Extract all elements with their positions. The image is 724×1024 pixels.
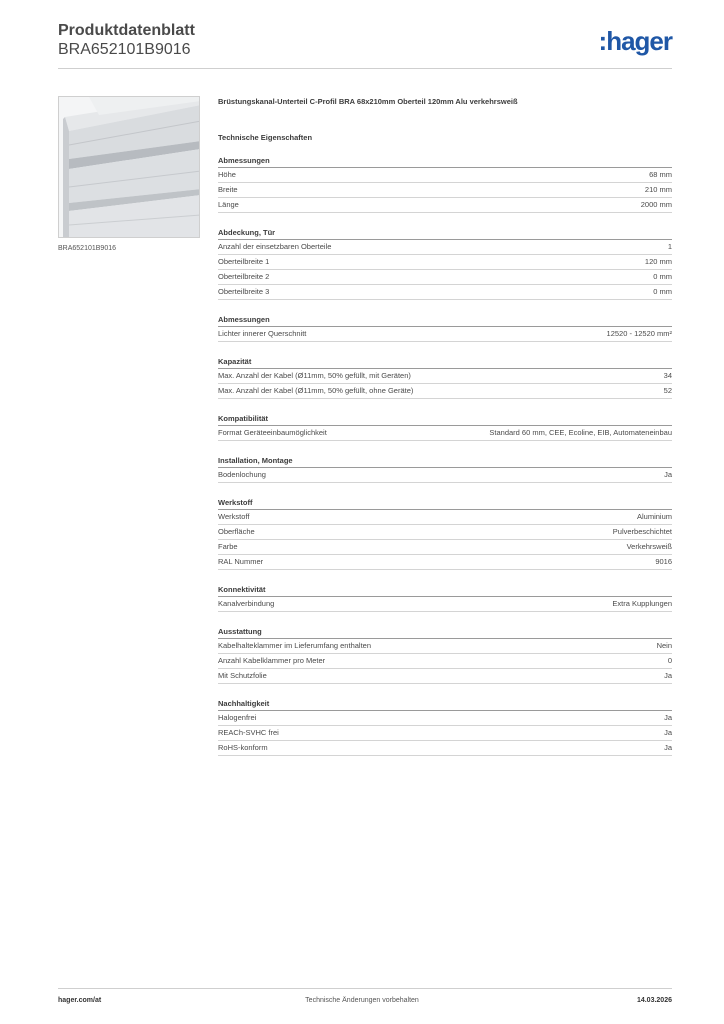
property-label: Halogenfrei <box>218 713 257 722</box>
property-row <box>218 711 672 726</box>
property-value: Ja <box>664 470 672 479</box>
property-label: Anzahl der einsetzbaren Oberteile <box>218 242 332 251</box>
footer-date: 14.03.2026 <box>636 997 672 1004</box>
property-value: Ja <box>664 743 672 752</box>
property-row <box>218 639 672 654</box>
property-section <box>218 412 672 441</box>
product-description: Brüstungskanal-Unterteil C-Profil BRA 68x210mm Oberteil 120mm Alu verkehrsweiß <box>218 97 518 106</box>
property-row <box>218 726 672 741</box>
property-label: RAL Nummer <box>218 557 264 566</box>
section-title: Abdeckung, Tür <box>218 226 672 240</box>
property-section <box>218 355 672 399</box>
property-row <box>218 270 672 285</box>
property-value: 12520 - 12520 mm² <box>606 329 672 338</box>
property-section <box>218 154 672 213</box>
property-row <box>218 654 672 669</box>
section-title: Kompatibilität <box>218 412 672 426</box>
property-value: 52 <box>663 386 672 395</box>
property-row <box>218 597 672 612</box>
property-label: Max. Anzahl der Kabel (Ø11mm, 50% gefüllt, mit Geräten) <box>218 371 411 380</box>
product-code: BRA652101B9016 <box>58 41 191 58</box>
property-row <box>218 555 672 570</box>
property-label: Max. Anzahl der Kabel (Ø11mm, 50% gefüllt, ohne Geräte) <box>218 386 414 395</box>
property-row <box>218 669 672 684</box>
property-section <box>218 625 672 684</box>
property-value: Ja <box>664 728 672 737</box>
property-section <box>218 226 672 300</box>
property-row <box>218 183 672 198</box>
property-label: Anzahl Kabelklammer pro Meter <box>218 656 326 665</box>
property-sections <box>218 154 672 756</box>
section-title: Abmessungen <box>218 154 672 168</box>
property-value: 1 <box>667 242 672 251</box>
property-value: Ja <box>664 713 672 722</box>
property-value: Aluminium <box>636 512 672 521</box>
property-value: Standard 60 mm, CEE, Ecoline, EIB, Automateneinbau <box>489 428 672 437</box>
property-value: Verkehrsweiß <box>626 542 672 551</box>
property-value: 120 mm <box>644 257 672 266</box>
property-label: Höhe <box>218 170 236 179</box>
property-label: Mit Schutzfolie <box>218 671 267 680</box>
property-row <box>218 168 672 183</box>
section-title: Abmessungen <box>218 313 672 327</box>
footer-disclaimer: Technische Änderungen vorbehalten <box>305 997 419 1004</box>
property-row <box>218 255 672 270</box>
section-title: Kapazität <box>218 355 672 369</box>
property-row <box>218 240 672 255</box>
property-row <box>218 525 672 540</box>
section-title: Installation, Montage <box>218 454 672 468</box>
property-label: Länge <box>218 200 239 209</box>
section-title: Konnektivität <box>218 583 672 597</box>
property-value: 0 mm <box>653 272 672 281</box>
property-value: Nein <box>656 641 672 650</box>
property-row <box>218 285 672 300</box>
footer-website[interactable]: hager.com/at <box>58 997 102 1004</box>
property-value: 210 mm <box>644 185 672 194</box>
product-image <box>58 96 200 238</box>
header-divider <box>58 68 672 69</box>
property-value: 9016 <box>655 557 672 566</box>
property-value: 0 mm <box>653 287 672 296</box>
section-title: Werkstoff <box>218 496 672 510</box>
property-row <box>218 327 672 342</box>
property-row <box>218 384 672 399</box>
section-title: Nachhaltigkeit <box>218 697 672 711</box>
property-label: Kanalverbindung <box>218 599 275 608</box>
property-section <box>218 454 672 483</box>
property-section <box>218 496 672 570</box>
property-label: Farbe <box>218 542 238 551</box>
property-label: Lichter innerer Querschnitt <box>218 329 307 338</box>
page-title: Produktdatenblatt <box>58 22 195 39</box>
image-caption: BRA652101B9016 <box>58 245 116 252</box>
property-value: Ja <box>664 671 672 680</box>
property-value: Extra Kupplungen <box>612 599 672 608</box>
property-label: Oberfläche <box>218 527 255 536</box>
property-label: RoHS-konform <box>218 743 268 752</box>
property-label: Oberteilbreite 1 <box>218 257 270 266</box>
property-row <box>218 198 672 213</box>
property-row <box>218 510 672 525</box>
property-label: Kabelhalteklammer im Lieferumfang enthalten <box>218 641 371 650</box>
property-row <box>218 369 672 384</box>
property-value: 68 mm <box>649 170 672 179</box>
hager-logo: :hager <box>598 26 672 56</box>
property-value: 34 <box>663 371 672 380</box>
property-label: REACh-SVHC frei <box>218 728 279 737</box>
property-label: Format Geräteeinbaumöglichkeit <box>218 428 327 437</box>
property-value: 2000 mm <box>640 200 672 209</box>
property-section <box>218 313 672 342</box>
page-header <box>58 22 195 59</box>
main-content <box>218 96 672 756</box>
cable-duct-illustration <box>59 97 200 238</box>
property-value: Pulverbeschichtet <box>612 527 672 536</box>
property-label: Oberteilbreite 3 <box>218 287 270 296</box>
property-section <box>218 697 672 756</box>
section-title: Ausstattung <box>218 625 672 639</box>
property-row <box>218 426 672 441</box>
property-row <box>218 540 672 555</box>
property-label: Oberteilbreite 2 <box>218 272 270 281</box>
property-row <box>218 741 672 756</box>
technical-properties-title: Technische Eigenschaften <box>218 133 313 142</box>
property-label: Bodenlochung <box>218 470 266 479</box>
property-label: Werkstoff <box>218 512 250 521</box>
property-value: 0 <box>667 656 672 665</box>
property-label: Breite <box>218 185 238 194</box>
property-row <box>218 468 672 483</box>
footer-divider <box>58 988 672 989</box>
property-section <box>218 583 672 612</box>
